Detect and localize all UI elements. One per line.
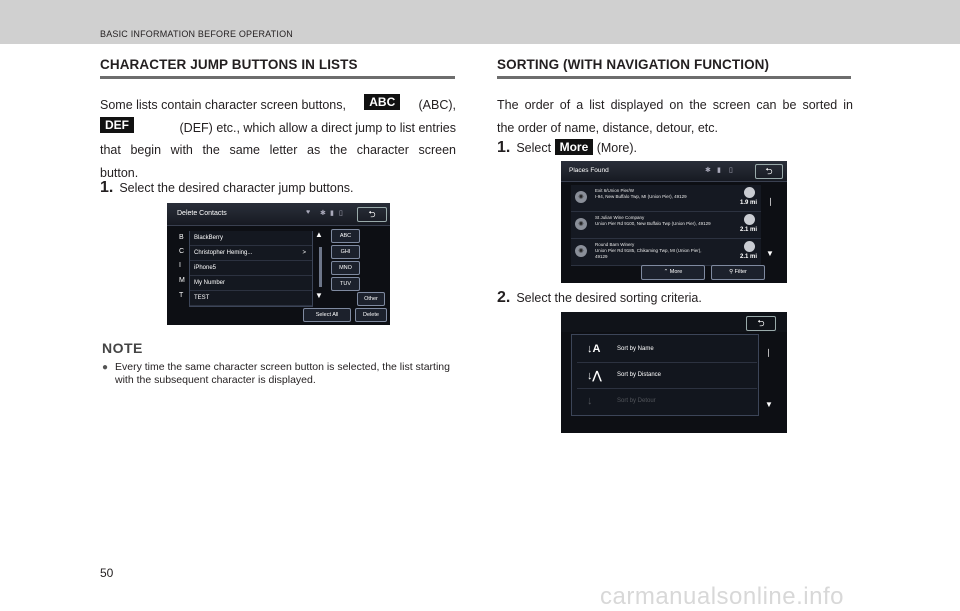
- direction-icon: [744, 241, 755, 252]
- scroll-up-icon[interactable]: ▲: [315, 230, 323, 239]
- step-1-left: [100, 179, 354, 197]
- more-label: More: [669, 269, 683, 275]
- place-text: Exit 6/Union Pier/W I-94, New Buffalo Twp, MI (Union Pier), 49129: [595, 188, 687, 199]
- step-2-right: [497, 289, 702, 307]
- para-text: The order of a list displayed on the screen can be sorted in: [497, 98, 853, 112]
- sort-detour-icon: ↓: [587, 395, 593, 407]
- select-all-button[interactable]: Select All: [303, 308, 351, 322]
- heart-icon: ♥: [306, 209, 311, 216]
- para-text: (ABC),: [418, 98, 456, 112]
- direction-icon: [744, 214, 755, 225]
- step-number: 2.: [497, 289, 511, 306]
- sort-by-name-option[interactable]: [577, 338, 757, 363]
- para-text: the order of name, distance, detour, etc.: [497, 120, 718, 135]
- step-number: 1.: [497, 139, 511, 156]
- search-icon: ⚲: [729, 269, 735, 275]
- list-item[interactable]: TEST: [190, 291, 312, 306]
- index-letter: M: [179, 277, 185, 284]
- scroll-down-icon[interactable]: ▼: [766, 249, 774, 258]
- para-text: button.: [100, 165, 139, 180]
- delete-button[interactable]: Delete: [355, 308, 387, 322]
- back-button[interactable]: ⮌: [746, 316, 776, 331]
- jump-button-mno[interactable]: MNO: [331, 261, 360, 275]
- index-letter: B: [179, 234, 184, 241]
- left-paragraph: [100, 94, 456, 184]
- screen-title: Places Found: [569, 167, 609, 174]
- index-letter: C: [179, 248, 185, 255]
- place-text: Round Barn Winery Union Pier Rd 9185, Chikaming Twp, MI (Union Pier), 49129: [595, 242, 702, 259]
- screenshot-sort-criteria: [561, 312, 787, 433]
- step-text: Select the desired sorting criteria.: [516, 291, 702, 305]
- step-1-right: [497, 139, 637, 157]
- place-text: St Julian Wine Company Union Pier Rd 9100, New Buffalo Twp (Union Pier), 49129: [595, 215, 711, 226]
- abc-button-chip: ABC: [364, 94, 400, 110]
- list-item[interactable]: iPhone5: [190, 261, 312, 276]
- list-item[interactable]: BlackBerry: [190, 231, 312, 246]
- step-number: 1.: [100, 179, 114, 196]
- header-text: BASIC INFORMATION BEFORE OPERATION: [100, 29, 293, 39]
- list-item[interactable]: [571, 185, 761, 212]
- filter-label: Filter: [734, 269, 747, 275]
- list-item[interactable]: [190, 246, 312, 261]
- sort-label: Sort by Distance: [617, 372, 662, 378]
- jump-button-tuv[interactable]: TUV: [331, 277, 360, 291]
- signal-icon: ▮: [330, 210, 334, 217]
- jump-button-abc[interactable]: ABC: [331, 229, 360, 243]
- screenshot-delete-contacts: [167, 203, 390, 325]
- chevron-right-icon: >: [302, 250, 306, 256]
- place-distance: 2.1 mi: [739, 227, 757, 233]
- more-button-chip: More: [555, 139, 594, 155]
- scroll-down-icon[interactable]: ▼: [765, 400, 773, 409]
- scroll-bar-icon[interactable]: ❘: [765, 348, 772, 357]
- page-number: 50: [100, 566, 114, 580]
- sort-by-distance-option[interactable]: [577, 364, 757, 389]
- sort-label: Sort by Detour: [617, 398, 656, 404]
- para-text: Some lists contain character screen buttons,: [100, 98, 346, 112]
- list-item[interactable]: [571, 239, 761, 266]
- step-text: (More).: [596, 141, 638, 155]
- step-text: Select the desired character jump buttons.: [119, 181, 354, 195]
- direction-icon: [744, 187, 755, 198]
- def-button-chip: DEF: [100, 117, 134, 133]
- signal-icon: ▮: [717, 167, 721, 174]
- scroll-bar-icon[interactable]: ❘: [767, 197, 774, 206]
- list-item[interactable]: [571, 212, 761, 239]
- sort-label: Sort by Name: [617, 346, 654, 352]
- battery-icon: ▯: [339, 210, 343, 217]
- list-item[interactable]: My Number: [190, 276, 312, 291]
- bluetooth-icon: ✱: [705, 167, 711, 174]
- list-item-label: Christopher Heming...: [194, 250, 253, 256]
- section-rule: [497, 76, 851, 79]
- para-text: (DEF) etc., which allow a direct jump to list entries: [179, 120, 456, 135]
- screen-title: Delete Contacts: [177, 210, 227, 217]
- scroll-down-icon[interactable]: ▼: [315, 291, 323, 300]
- sort-distance-icon: ↓⋀: [587, 370, 602, 382]
- right-paragraph: [497, 94, 853, 139]
- other-button[interactable]: Other: [357, 292, 385, 306]
- place-pin-icon: ◉: [575, 245, 587, 257]
- note-title: NOTE: [102, 340, 143, 356]
- note-text: ● Every time the same character screen button is selected, the list starting with the subsequent character is displayed.: [102, 361, 471, 387]
- chevron-up-icon: ⌃: [663, 269, 670, 275]
- jump-button-ghi[interactable]: GHI: [331, 245, 360, 259]
- filter-button[interactable]: [711, 265, 765, 280]
- place-pin-icon: ◉: [575, 218, 587, 230]
- more-button[interactable]: [641, 265, 705, 280]
- section-title-sorting: SORTING (WITH NAVIGATION FUNCTION): [497, 57, 770, 72]
- sort-by-detour-option[interactable]: [577, 390, 757, 414]
- bluetooth-icon: ✱: [320, 210, 326, 217]
- para-text: that begin with the same letter as the character screen: [100, 143, 456, 157]
- back-button[interactable]: ⮌: [357, 207, 387, 222]
- scrollbar[interactable]: [319, 247, 322, 287]
- place-distance: 1.9 mi: [739, 200, 757, 206]
- battery-icon: ▯: [729, 167, 733, 174]
- section-title-character-jump: CHARACTER JUMP BUTTONS IN LISTS: [100, 57, 358, 72]
- watermark: carmanualsonline.info: [600, 583, 844, 610]
- index-letter: T: [179, 292, 184, 299]
- back-button[interactable]: ⮌: [755, 164, 783, 179]
- index-letter: I: [179, 262, 181, 269]
- section-rule: [100, 76, 455, 79]
- place-pin-icon: ◉: [575, 191, 587, 203]
- sort-name-icon: ↓A: [587, 343, 601, 355]
- screenshot-places-found: [561, 161, 787, 283]
- place-distance: 2.1 mi: [739, 254, 757, 260]
- page-header: [0, 0, 960, 44]
- step-text: Select: [516, 141, 552, 155]
